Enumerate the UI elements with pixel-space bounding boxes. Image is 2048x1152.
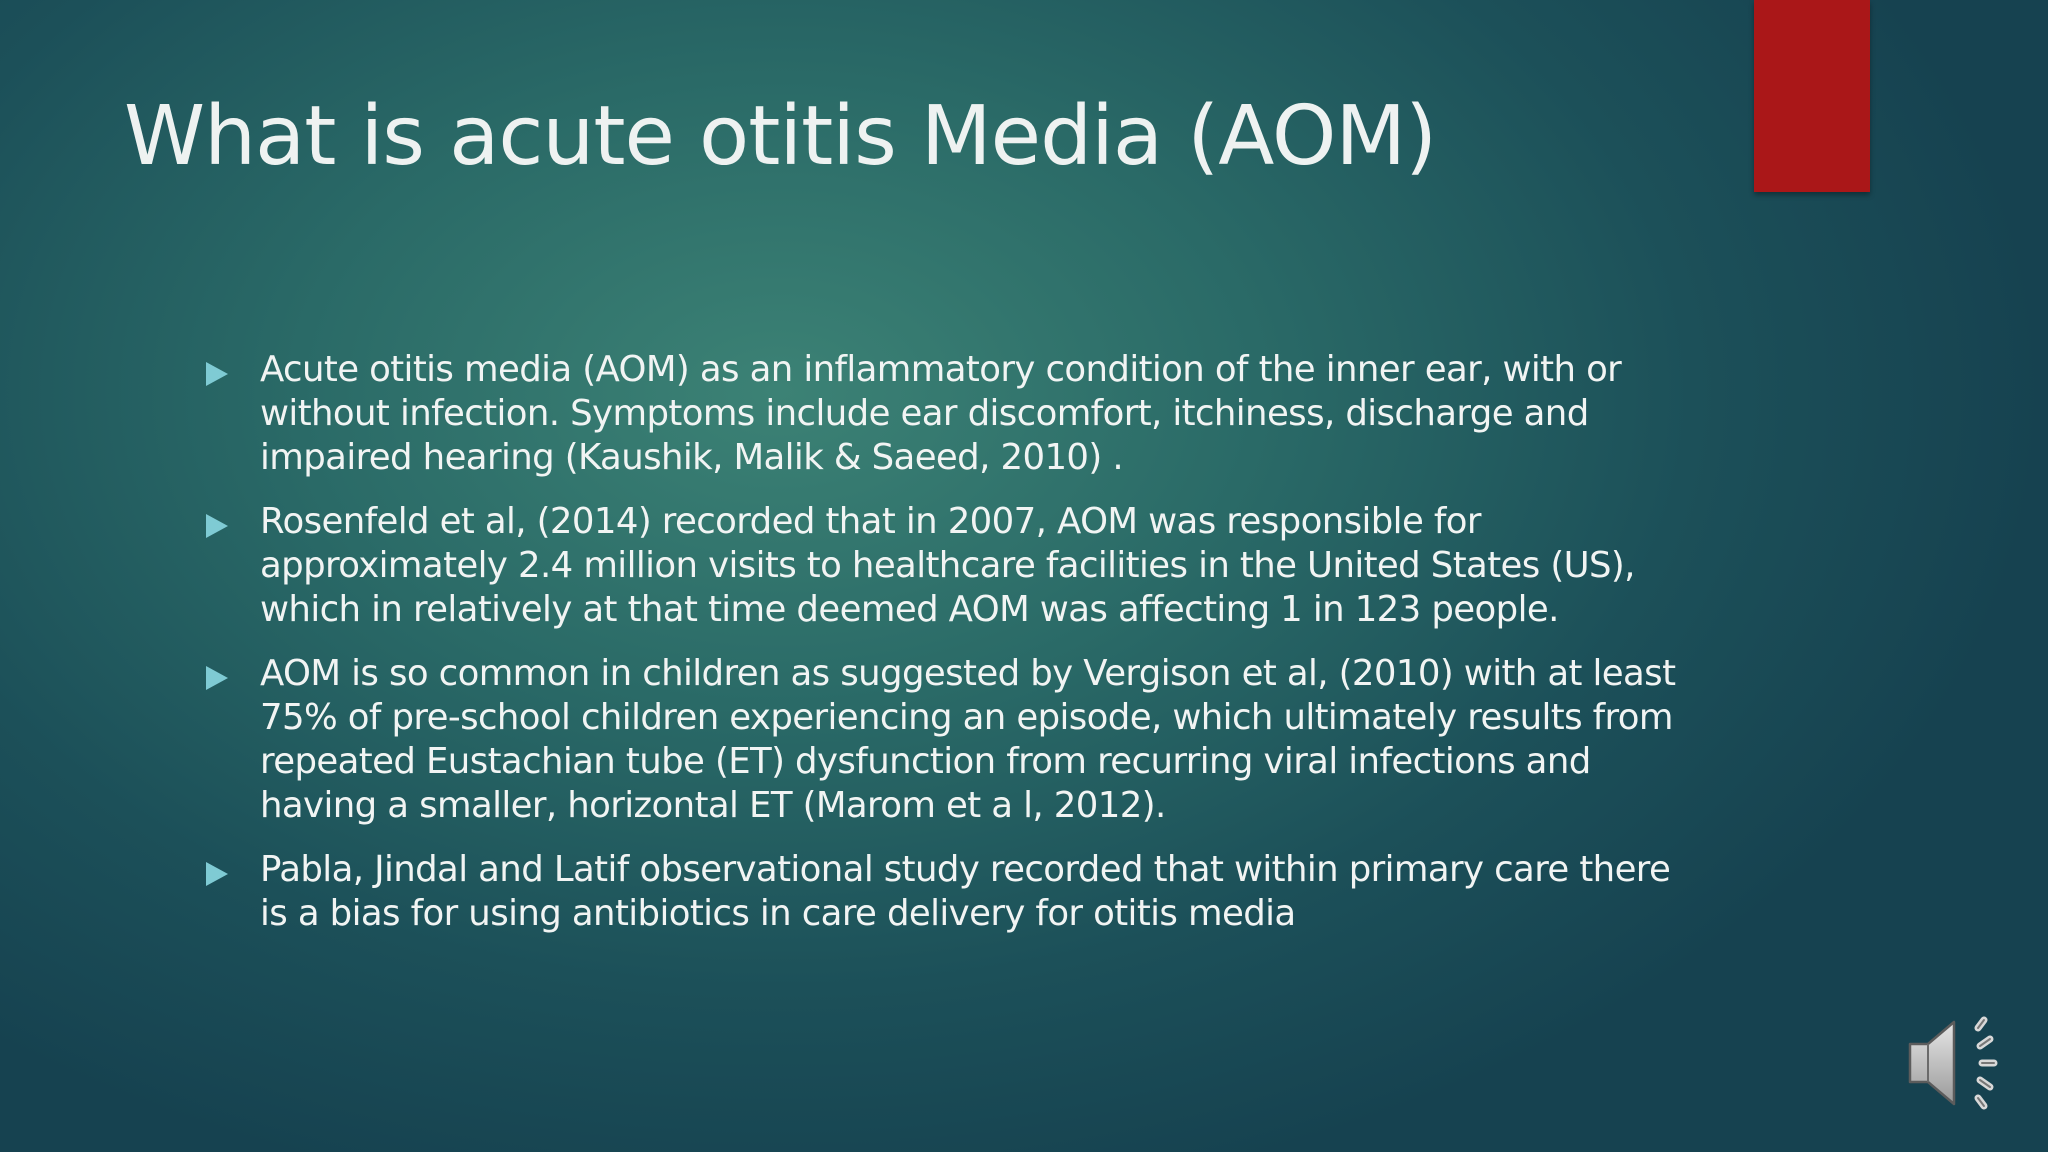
accent-bar xyxy=(1754,0,1870,192)
bullet-item xyxy=(198,848,1698,936)
triangle-bullet-icon xyxy=(206,362,228,386)
bullet-item xyxy=(198,348,1698,480)
speaker-icon xyxy=(1906,1014,2008,1112)
bullet-text: AOM is so common in children as suggested by Vergison et al, (2010) with at least 75% of pre-school children experiencing an episode, which ultimately results from repeated Eustachian tube (ET) dysfunction from recurring viral infections and having a smaller, horizontal ET (Marom et a l, 2012). xyxy=(260,653,1676,826)
bullet-item xyxy=(198,652,1698,828)
bullet-text: Rosenfeld et al, (2014) recorded that in 2007, AOM was responsible for approximately 2.4 million visits to healthcare facilities in the United States (US), which in relatively at that time deemed AOM was affecting 1 in 123 people. xyxy=(260,501,1635,630)
bullet-list xyxy=(198,348,1698,956)
audio-playback-button[interactable] xyxy=(1906,1014,2008,1112)
bullet-text: Pabla, Jindal and Latif observational study recorded that within primary care there is a bias for using antibiotics in care delivery for otitis media xyxy=(260,849,1671,934)
bullet-text: Acute otitis media (AOM) as an inflammatory condition of the inner ear, with or without infection. Symptoms include ear discomfort, itchiness, discharge and impaired hearing (Kaushik, Malik & Saeed, 2010) . xyxy=(260,349,1622,478)
slide-title: What is acute otitis Media (AOM) xyxy=(124,89,1437,184)
triangle-bullet-icon xyxy=(206,514,228,538)
triangle-bullet-icon xyxy=(206,666,228,690)
bullet-item xyxy=(198,500,1698,632)
triangle-bullet-icon xyxy=(206,862,228,886)
